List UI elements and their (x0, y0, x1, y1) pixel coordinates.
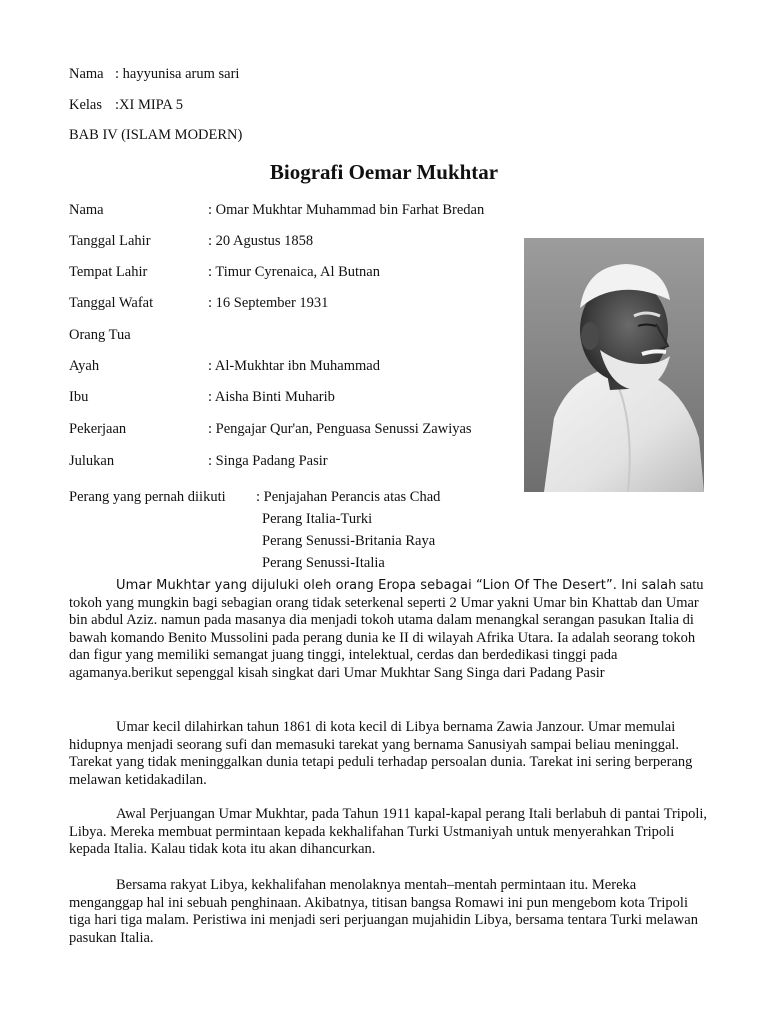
bio-key: Ibu (69, 389, 89, 405)
paragraph-childhood (69, 719, 709, 789)
bio-key: Nama (69, 202, 104, 218)
portrait-photo (524, 238, 704, 492)
bio-value: : Singa Padang Pasir (208, 453, 328, 469)
war-item: Perang Italia-Turki (262, 511, 373, 527)
paragraph-intro-first-line: Umar Mukhtar yang dijuluki oleh orang Eropa sebagai “Lion Of The Desert”. Ini salah (116, 578, 677, 593)
student-name-value: : hayyunisa arum sari (115, 66, 240, 82)
paragraph-struggle-text: Awal Perjuangan Umar Mukhtar, pada Tahun 1911 kapal-kapal perang Itali berlabuh di pantai Tripoli, Libya. Mereka membuat permintaan kepada kekhalifahan Turki Ustmaniyah untuk menyerahkan Tripoli kepada Italia. Kalau tidak kota itu akan dihancurkan. (69, 806, 708, 858)
paragraph-childhood-text: Umar kecil dilahirkan tahun 1861 di kota kecil di Libya bernama Zawia Janzour. Umar memulai hidupnya menjadi seorang sufi dan memasuki tarekat yang bernama Sanusiyah sampai beliau meninggal. Tarekat yang tidak meninggalkan dunia tetapi peduli terhadap persoalan dunia. Tarekat ini sering berperang melawan ketidakadilan. (69, 719, 693, 788)
bio-value: : Aisha Binti Muharib (208, 389, 335, 405)
paragraph-resistance-text: Bersama rakyat Libya, kekhalifahan menolaknya mentah–mentah permintaan itu. Mereka menganggap hal ini sebuah penghinaan. Akibatnya, titisan bangsa Romawi ini pun mengebom kota Tripoli tiga hari tiga malam. Peristiwa ini menjadi seri perjuangan mujahidin Libya, bersama tentara Turki melawan pasukan Italia. (69, 877, 698, 946)
bio-value: : 16 September 1931 (208, 295, 329, 311)
bio-key: Orang Tua (69, 327, 131, 343)
bio-key: Tanggal Wafat (69, 295, 154, 311)
portrait-illustration (524, 238, 704, 492)
paragraph-intro (69, 577, 709, 683)
war-item: Perang Senussi-Italia (262, 555, 385, 571)
class-line (69, 97, 183, 114)
class-label: Kelas (69, 97, 103, 113)
paragraph-intro-body: satu tokoh yang mungkin bagi sebagian orang tidak seterkenal seperti 2 Umar yakni Umar bin Khattab dan Umar bin abdul Aziz. namun pada masanya dia menjadi tokoh utama dalam menangkal serangan pasukan Italia di bawah komando Benito Mussolini pada perang dunia ke II di wilayah Afrika Utara. Ia adalah seorang tokoh dan figur yang memiliki semangat juang tinggi, intelektual, cerdas dan berdedikasi tinggi pada agamanya.berikut sepenggal kisah singkat dari Umar Mukhtar Sang Singa dari Padang Pasir (69, 577, 704, 681)
bio-value: : 20 Agustus 1858 (208, 233, 314, 249)
class-value: :XI MIPA 5 (115, 97, 183, 113)
wars-label: Perang yang pernah diikuti (69, 489, 226, 505)
student-name-line (69, 66, 239, 83)
bio-value: : Timur Cyrenaica, Al Butnan (208, 264, 380, 280)
paragraph-resistance (69, 877, 709, 947)
war-item: : Penjajahan Perancis atas Chad (256, 489, 441, 505)
student-name-label: Nama (69, 66, 104, 82)
bio-key: Julukan (69, 453, 115, 469)
war-item: Perang Senussi-Britania Raya (262, 533, 436, 549)
bio-key: Tanggal Lahir (69, 233, 151, 249)
chapter-heading: BAB IV (ISLAM MODERN) (69, 127, 243, 143)
bio-key: Pekerjaan (69, 421, 127, 437)
bio-key: Tempat Lahir (69, 264, 148, 280)
bio-value: : Pengajar Qur'an, Penguasa Senussi Zawiyas (208, 421, 472, 437)
bio-key: Ayah (69, 358, 100, 374)
page-title: Biografi Oemar Mukhtar (269, 160, 499, 184)
bio-value: : Al-Mukhtar ibn Muhammad (208, 358, 380, 374)
paragraph-struggle (69, 806, 709, 859)
bio-value: : Omar Mukhtar Muhammad bin Farhat Bredan (208, 202, 485, 218)
